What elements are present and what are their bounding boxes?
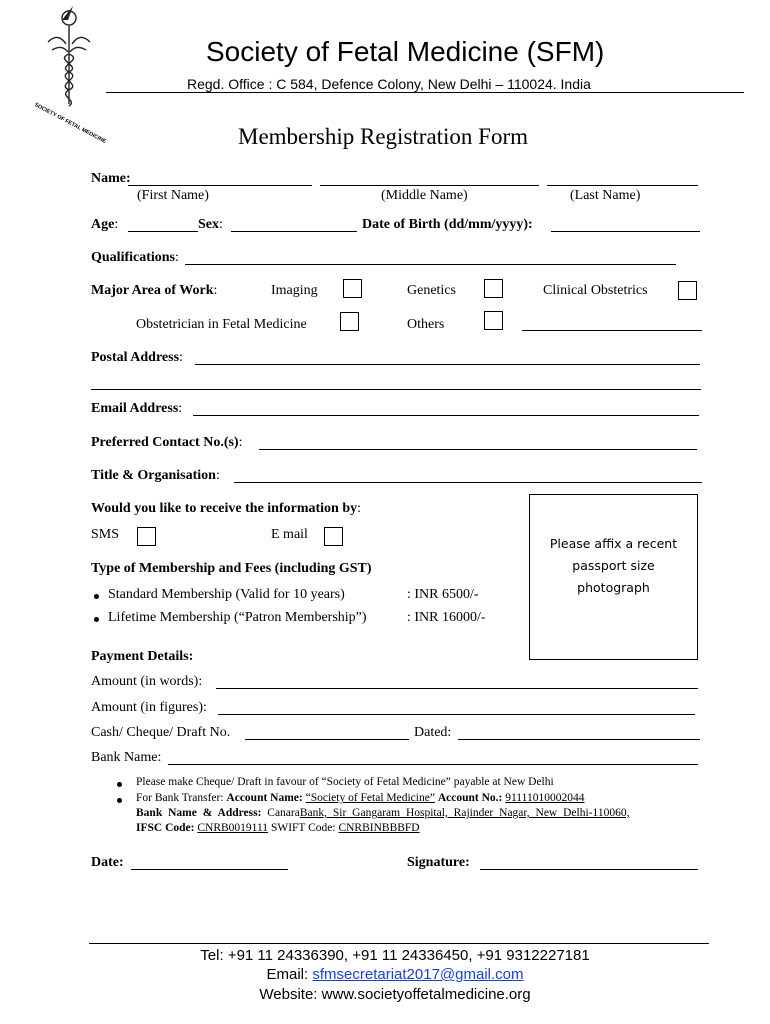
imaging-checkbox[interactable] — [343, 279, 362, 298]
bank-address-line — [136, 807, 629, 819]
first-name-caption: (First Name) — [137, 188, 209, 203]
title-org-label: Title & Organisation: — [91, 468, 220, 483]
dob-field[interactable] — [551, 231, 700, 232]
work-option-clinical-obstetrics: Clinical Obstetrics — [543, 283, 648, 298]
middle-name-caption: (Middle Name) — [381, 188, 468, 203]
sms-checkbox[interactable] — [137, 527, 156, 546]
dated-label: Dated: — [414, 725, 452, 740]
bank-address: Bank, Sir Gangaram Hospital, Rajinder Nagar, New Delhi-110060, — [299, 807, 630, 819]
sex-label: Sex: — [198, 217, 223, 232]
others-checkbox[interactable] — [484, 311, 503, 330]
obstetrician-checkbox[interactable] — [340, 312, 359, 331]
footer-email — [0, 966, 770, 983]
dob-label: Date of Birth (dd/mm/yyyy): — [362, 217, 533, 232]
footer-email-link[interactable]: sfmsecretariat2017@gmail.com — [312, 966, 524, 983]
footer-tel: Tel: +91 11 24336390, +91 11 24336450, +91 9312227181 — [200, 947, 590, 964]
bullet — [117, 798, 122, 803]
qualifications-label: Qualifications: — [91, 250, 179, 265]
standard-fee: : INR 6500/- — [407, 587, 479, 602]
membership-title: Type of Membership and Fees (including GST) — [91, 561, 372, 576]
work-option-obstetrician: Obstetrician in Fetal Medicine — [136, 317, 307, 332]
work-label: Major Area of Work: — [91, 283, 218, 298]
last-name-field[interactable] — [547, 185, 698, 186]
email-option-label: E mail — [271, 527, 308, 542]
swift-code: CNRBINBBBFD — [338, 822, 420, 834]
payment-title: Payment Details: — [91, 649, 194, 664]
account-name: “Society of Fetal Medicine” — [305, 792, 435, 804]
ifsc-code: CNRB0019111 — [197, 822, 269, 834]
cheque-note: Please make Cheque/ Draft in favour of “Society of Fetal Medicine” payable at New Delhi — [136, 776, 554, 788]
signature-field[interactable] — [480, 869, 698, 870]
work-option-imaging: Imaging — [271, 283, 318, 298]
bullet — [94, 617, 99, 622]
transfer-prefix: For Bank Transfer: — [136, 792, 224, 804]
photo-line-3: photograph — [577, 580, 650, 595]
title-org-field[interactable] — [234, 482, 702, 483]
amount-figures-label: Amount (in figures): — [91, 700, 207, 715]
bank-transfer-line — [136, 792, 584, 804]
qualifications-field[interactable] — [185, 264, 676, 265]
contact-label: Preferred Contact No.(s): — [91, 435, 243, 450]
email-checkbox[interactable] — [324, 527, 343, 546]
lifetime-fee: : INR 16000/- — [407, 610, 486, 625]
bullet — [117, 782, 122, 787]
work-option-genetics: Genetics — [407, 283, 456, 298]
email-field[interactable] — [193, 415, 699, 416]
header-rule — [106, 92, 744, 93]
society-title: Society of Fetal Medicine (SFM) — [206, 36, 605, 67]
postal-field-1[interactable] — [195, 364, 700, 365]
account-name-label: Account Name: — [226, 792, 303, 804]
sex-field[interactable] — [231, 231, 357, 232]
others-field[interactable] — [522, 330, 702, 331]
sms-label: SMS — [91, 527, 120, 542]
account-no-label: Account No.: — [437, 792, 503, 804]
amount-words-field[interactable] — [216, 688, 698, 689]
photo-line-1: Please affix a recent — [549, 536, 678, 551]
date-label: Date: — [91, 855, 124, 870]
cheque-no-label: Cash/ Cheque/ Draft No. — [91, 725, 231, 740]
genetics-checkbox[interactable] — [484, 279, 503, 298]
postal-field-2[interactable] — [91, 389, 701, 390]
bullet — [94, 594, 99, 599]
bank-name-label: Bank Name: — [91, 750, 162, 765]
logo-text: SOCIETY OF FETAL MEDICINE — [33, 102, 107, 146]
age-field[interactable] — [128, 231, 198, 232]
photo-box — [529, 494, 698, 660]
postal-label: Postal Address: — [91, 350, 183, 365]
signature-label: Signature: — [407, 855, 470, 870]
photo-line-2: passport size — [572, 558, 655, 573]
email-label: Email Address: — [91, 401, 183, 416]
bank-address-label: Bank Name & Address: — [136, 807, 262, 819]
clinical-obstetrics-checkbox[interactable] — [678, 281, 697, 300]
account-no: 91111010002044 — [505, 792, 585, 804]
ifsc-label: IFSC Code: — [136, 822, 195, 834]
age-label: Age: — [91, 217, 119, 232]
standard-membership: Standard Membership (Valid for 10 years) — [108, 587, 345, 602]
amount-words-label: Amount (in words): — [91, 674, 203, 689]
date-field[interactable] — [131, 869, 288, 870]
receive-label: Would you like to receive the information by: — [91, 501, 362, 516]
name-label: Name: — [91, 171, 131, 186]
lifetime-membership: Lifetime Membership (“Patron Membership”) — [108, 610, 367, 625]
codes-line — [136, 822, 420, 834]
bank-address-prefix: Canara — [267, 807, 300, 819]
amount-figures-field[interactable] — [218, 714, 695, 715]
office-address: Regd. Office : C 584, Defence Colony, New Delhi – 110024. India — [187, 76, 591, 92]
footer-rule — [89, 943, 709, 944]
footer-website: Website: www.societyoffetalmedicine.org — [259, 986, 531, 1003]
last-name-caption: (Last Name) — [570, 188, 641, 203]
first-name-field[interactable] — [128, 185, 312, 186]
bank-name-field[interactable] — [168, 764, 698, 765]
cheque-no-field[interactable] — [245, 739, 409, 740]
sfm-logo — [32, 4, 107, 146]
footer-email-label: Email: — [266, 966, 309, 983]
swift-label: SWIFT Code: — [270, 822, 336, 834]
work-option-others: Others — [407, 317, 445, 332]
contact-field[interactable] — [259, 449, 697, 450]
form-title: Membership Registration Form — [238, 124, 529, 149]
dated-field[interactable] — [458, 739, 700, 740]
middle-name-field[interactable] — [320, 185, 539, 186]
